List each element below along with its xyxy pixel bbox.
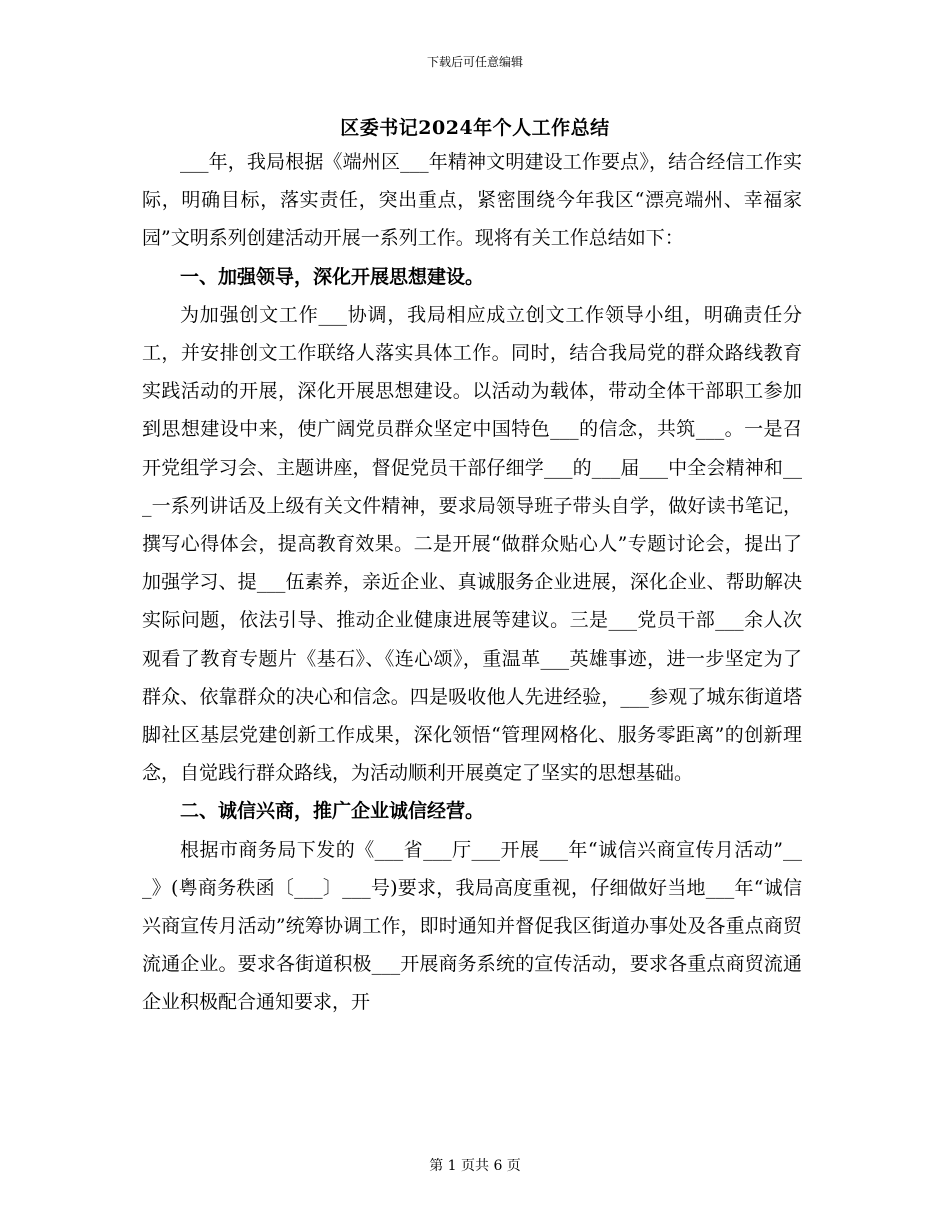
paragraph-intro: ___年，我局根据《端州区___年精神文明建设工作要点》，结合经信工作实际，明确目标，落实责任，突出重点，紧密围绕今年我区“漂亮端州、幸福家园”文明系列创建活动开展一系列工作。现将有关工作总结如下： (142, 151, 802, 250)
page-number: 第 1 页共 6 页 (429, 1158, 521, 1174)
paragraph-section-2: 根据市商务局下发的《___省___厅___开展___年“诚信兴商宣传月活动”___》(粤商务秩函〔___〕___号)要求，我局高度重视，仔细做好当地___年“诚信兴商宣传月活动”统筹协调工作，即时通知并督促我区街道办事处及各重点商贸流通企业。要求各街道积极___开展商务系统的宣传活动，要求各重点商贸流通企业积极配合通知要求，开 (142, 838, 802, 1014)
section-heading-2: 二、诚信兴商，推广企业诚信经营。 (180, 800, 485, 823)
paragraph-section-1: 为加强创文工作___协调，我局相应成立创文工作领导小组，明确责任分工，并安排创文工作联络人落实具体工作。同时，结合我局党的群众路线教育实践活动的开展，深化开展思想建设。以活动为载体，带动全体干部职工参加到思想建设中来，使广阔党员群众坚定中国特色___的信念，共筑___。一是召开党组学习会、主题讲座，督促党员干部仔细学___的___届___中全会精神和___一系列讲话及上级有关文件精神，要求局领导班子带头自学，做好读书笔记，撰写心得体会，提高教育效果。二是开展“做群众贴心人”专题讨论会，提出了加强学习、提___伍素养，亲近企业、真诚服务企业进展，深化企业、帮助解决实际问题，依法引导、推动企业健康进展等建议。三是___党员干部___余人次观看了教育专题片《基石》、《连心颂》，重温革___英雄事迹，进一步坚定为了群众、依靠群众的决心和信念。四是吸收他人先进经验，___参观了城东街道塔脚社区基层党建创新工作成果，深化领悟“管理网格化、服务零距离”的创新理念，自觉践行群众路线，为活动顺利开展奠定了坚实的思想基础。 (142, 303, 802, 785)
section-heading-1: 一、加强领导，深化开展思想建设。 (180, 265, 485, 288)
document-title: 区委书记2024年个人工作总结 (340, 117, 610, 139)
document-body (142, 143, 802, 1022)
header-note: 下载后可任意编辑 (426, 55, 523, 69)
